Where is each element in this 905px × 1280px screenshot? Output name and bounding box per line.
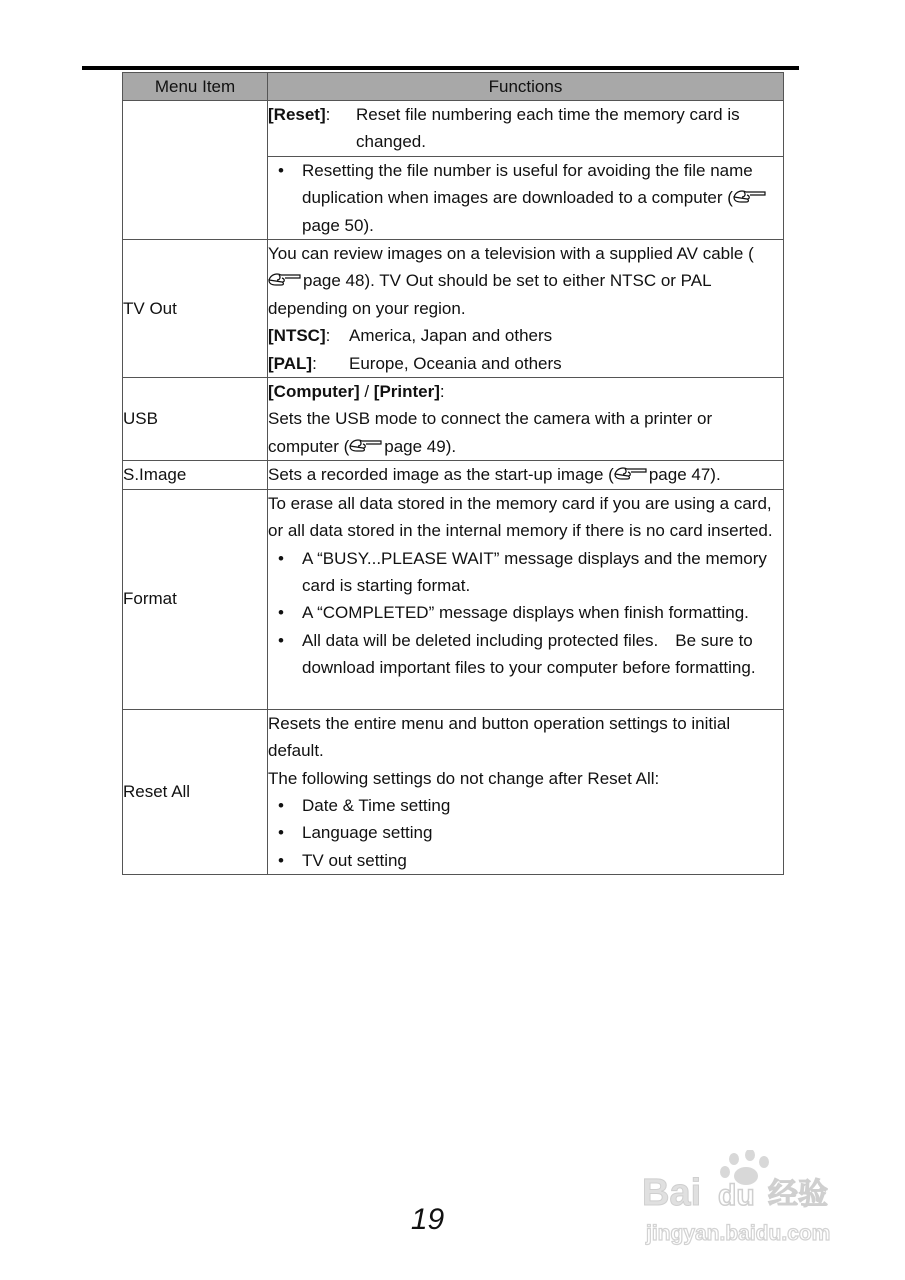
menu-table xyxy=(122,72,784,875)
menu-item-cell-empty xyxy=(123,101,268,240)
pointing-hand-icon xyxy=(733,185,767,200)
svg-text:Bai: Bai xyxy=(642,1172,702,1214)
s-image-desc: Sets a recorded image as the start-up image ( xyxy=(268,465,614,485)
note-ref: page 50 xyxy=(302,215,364,235)
bullet: • xyxy=(278,630,284,650)
pal-desc: Europe, Oceania and others xyxy=(349,353,562,373)
printer-key: [Printer] xyxy=(373,382,440,402)
format-bullet-3: All data will be deleted including protected files. Be sure to download important files to your computer before formatting. xyxy=(302,630,756,678)
baidu-watermark-logo xyxy=(640,1150,855,1250)
tv-out-ref: page 48 xyxy=(303,271,365,291)
menu-item-usb: USB xyxy=(123,378,268,461)
table-row xyxy=(123,378,784,461)
function-cell xyxy=(268,156,784,239)
pointing-hand-icon xyxy=(268,268,302,283)
bullet: • xyxy=(278,823,284,843)
format-bullet-2: A “COMPLETED” message displays when finish formatting. xyxy=(302,603,749,623)
header-menu-item: Menu Item xyxy=(123,73,268,101)
s-image-ref: page 47 xyxy=(648,465,711,485)
bullet: • xyxy=(278,603,284,623)
menu-item-reset-all: Reset All xyxy=(123,709,268,874)
function-cell xyxy=(268,240,784,378)
svg-text:jingyan.baidu.com: jingyan.baidu.com xyxy=(646,1222,831,1245)
bullet: • xyxy=(278,795,284,815)
reset-desc: Reset file numbering each time the memory card is changed. xyxy=(356,105,740,152)
ntsc-colon: : xyxy=(325,326,331,346)
bullet: • xyxy=(278,850,284,870)
note-post: ). xyxy=(363,215,374,235)
function-cell xyxy=(268,101,784,157)
svg-text:du: du xyxy=(718,1179,755,1212)
function-cell xyxy=(268,461,784,489)
reset-all-bullet-3: TV out setting xyxy=(302,850,407,870)
function-cell xyxy=(268,489,784,709)
pal-key: [PAL] xyxy=(268,353,313,373)
format-desc: To erase all data stored in the memory card if you are using a card, or all data stored in the internal memory if there is no card inserted. xyxy=(268,493,773,541)
computer-key: [Computer] xyxy=(268,382,360,402)
menu-item-s-image: S.Image xyxy=(123,461,268,489)
usb-desc: Sets the USB mode to connect the camera with a printer or computer ( xyxy=(268,409,713,456)
tv-out-desc-post: ). TV Out should be set to either NTSC or PAL depending on your region. xyxy=(268,271,711,318)
reset-all-bullet-1: Date & Time setting xyxy=(302,795,451,815)
function-cell xyxy=(268,378,784,461)
reset-all-desc-2: The following settings do not change after Reset All: xyxy=(268,768,660,788)
menu-item-format: Format xyxy=(123,489,268,709)
s-image-desc-post: ). xyxy=(710,465,721,485)
ntsc-key: [NTSC] xyxy=(268,326,326,346)
page-number: 19 xyxy=(410,1203,445,1236)
reset-all-desc-1: Resets the entire menu and button operation settings to initial default. xyxy=(268,713,731,761)
table-row xyxy=(123,461,784,489)
reset-colon: : xyxy=(325,105,331,124)
table-row xyxy=(123,709,784,874)
usb-ref: page 49 xyxy=(384,436,446,456)
table-row xyxy=(123,240,784,378)
reset-all-bullet-2: Language setting xyxy=(302,823,433,843)
menu-item-tv-out: TV Out xyxy=(123,240,268,378)
table-header-row xyxy=(123,73,784,101)
pointing-hand-icon xyxy=(614,462,648,477)
function-cell xyxy=(268,709,784,874)
format-bullet-1: A “BUSY...PLEASE WAIT” message displays and the memory card is starting format. xyxy=(302,548,767,595)
reset-key: [Reset] xyxy=(268,105,326,124)
bullet: • xyxy=(278,160,284,180)
svg-text:经验: 经验 xyxy=(768,1177,828,1212)
table-row xyxy=(123,101,784,157)
usb-colon: : xyxy=(439,382,445,402)
usb-desc-post: ). xyxy=(445,436,457,456)
pointing-hand-icon xyxy=(349,434,383,449)
top-rule xyxy=(82,66,799,70)
tv-out-desc: You can review images on a television with a supplied AV cable ( xyxy=(268,244,754,264)
table-row xyxy=(123,489,784,709)
header-functions: Functions xyxy=(268,73,784,101)
pal-colon: : xyxy=(312,353,317,373)
bullet: • xyxy=(278,548,284,568)
note-text: Resetting the file number is useful for avoiding the file name duplication when images are downloaded to a computer ( xyxy=(302,160,753,208)
usb-separator: / xyxy=(359,382,374,402)
ntsc-desc: America, Japan and others xyxy=(349,326,553,346)
